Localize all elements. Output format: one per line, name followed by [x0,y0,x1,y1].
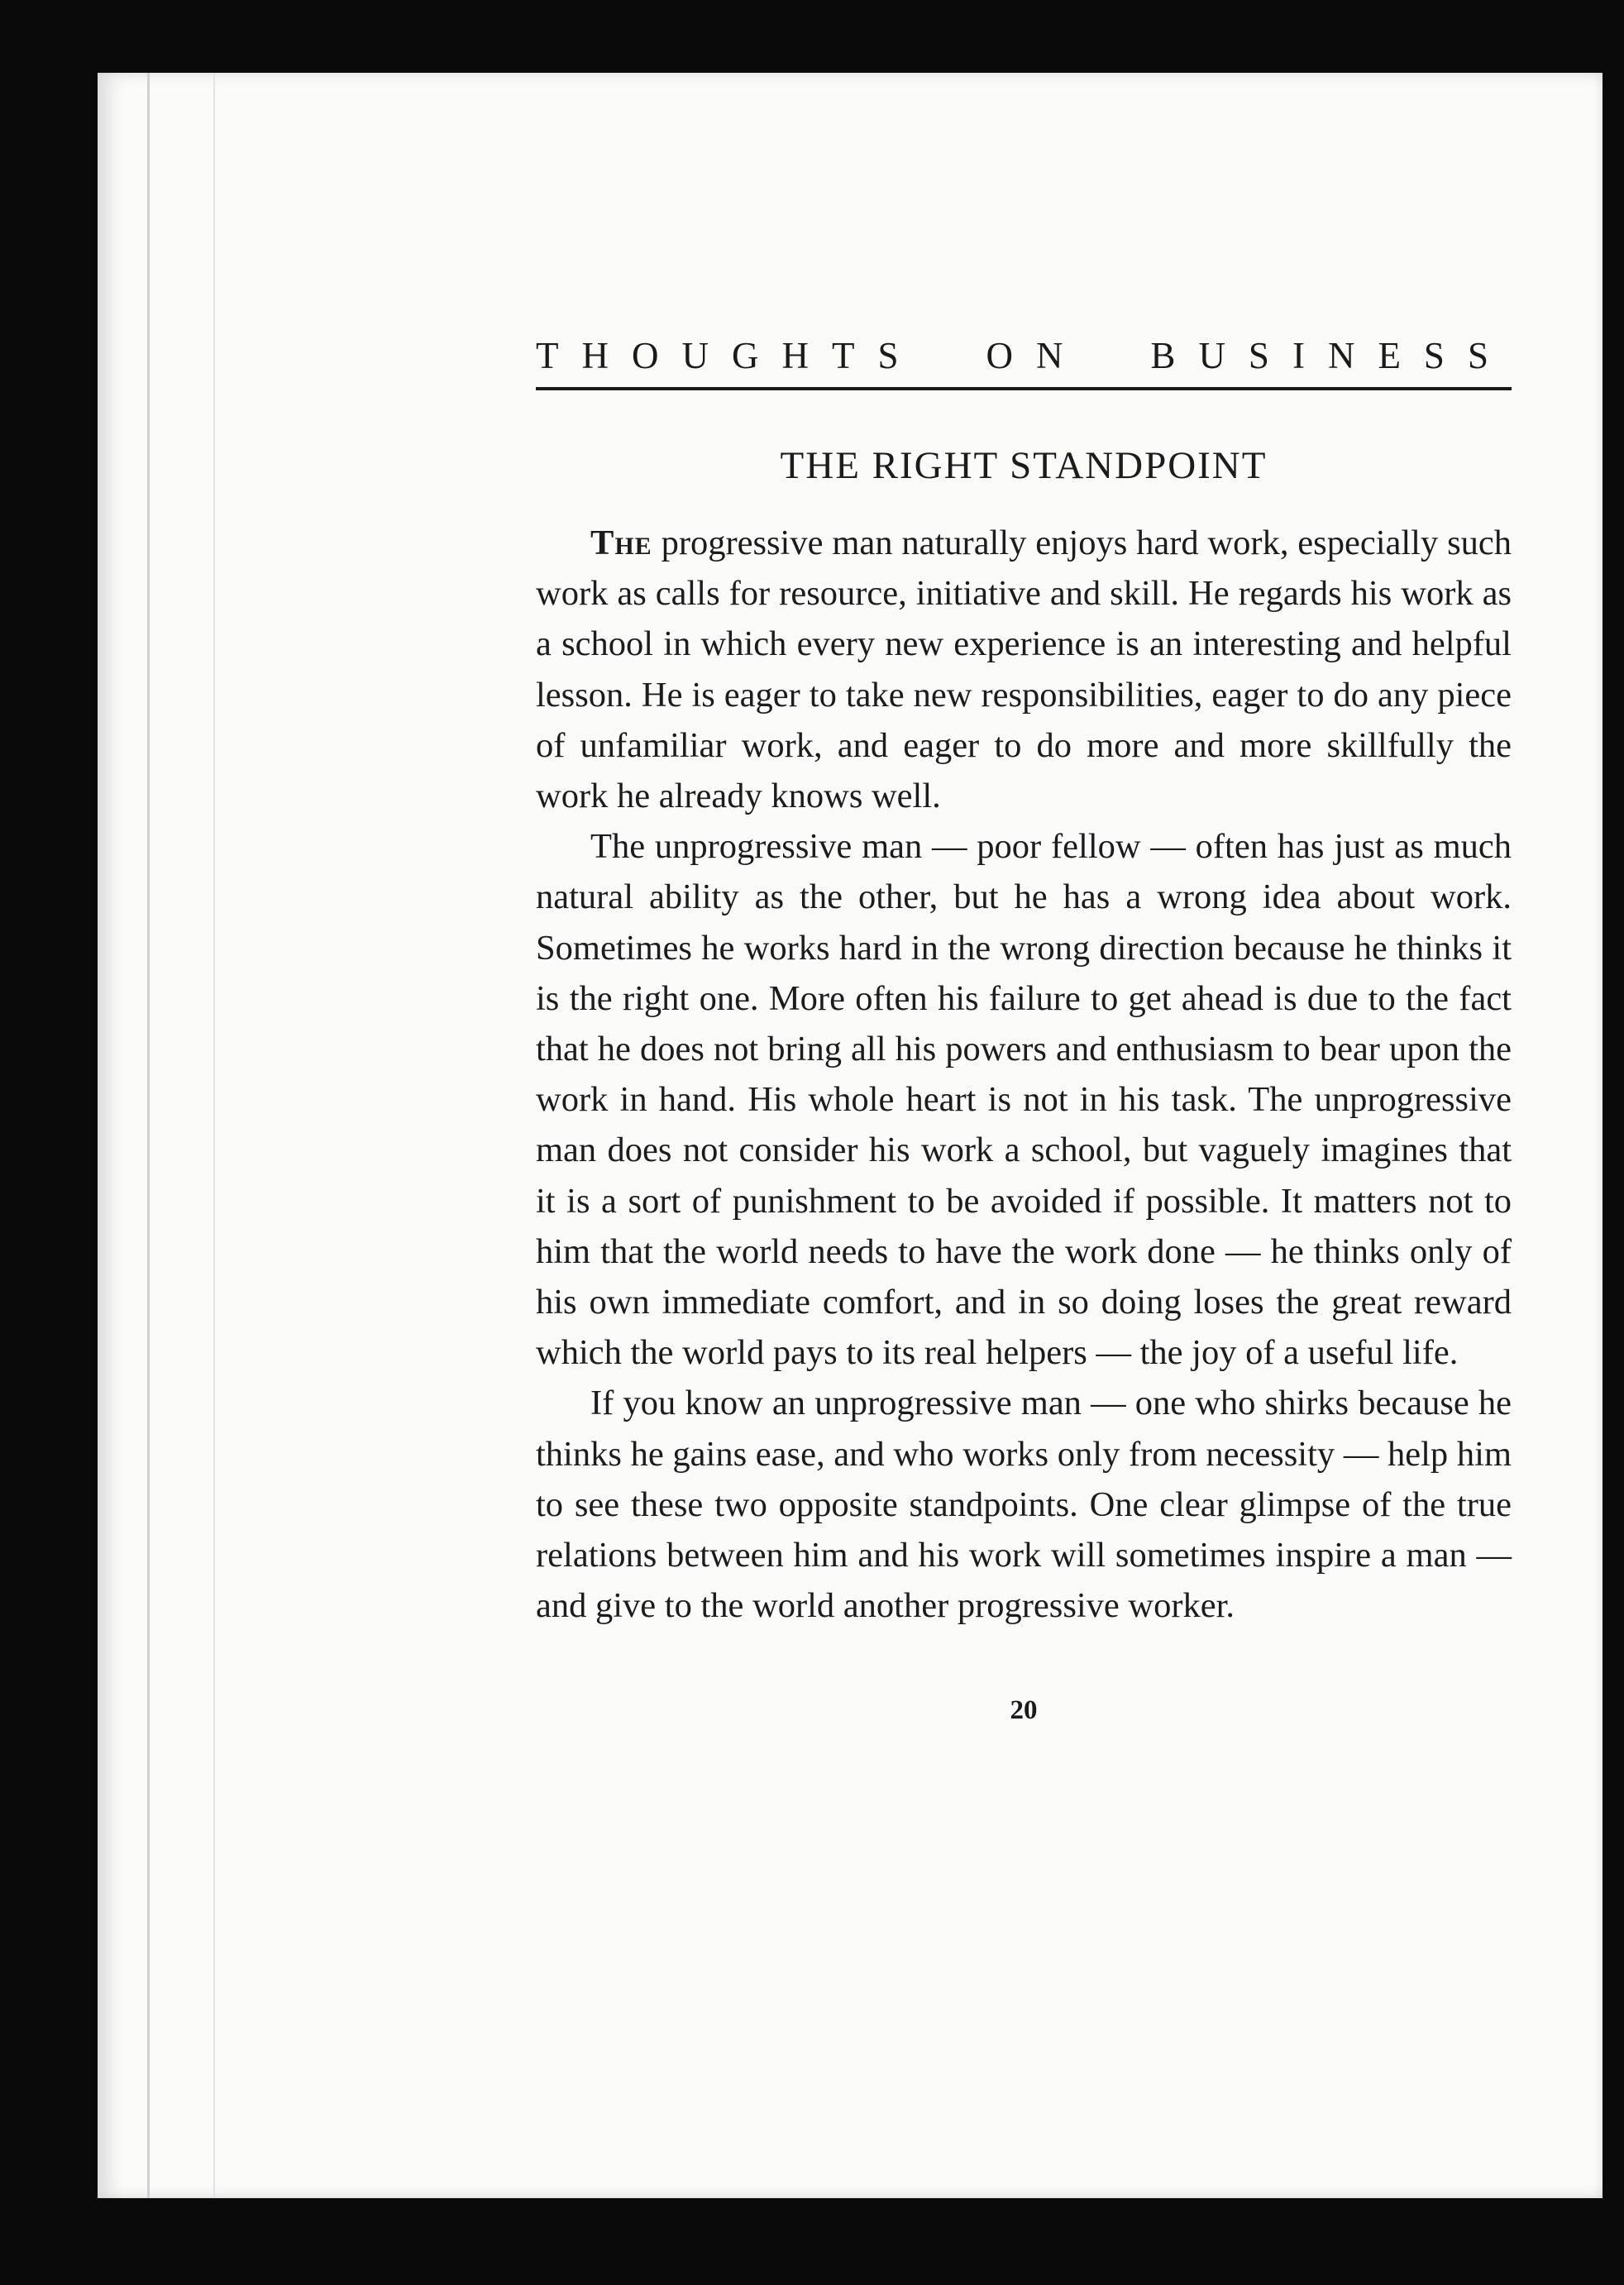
paragraph-2: The unprogressive man — poor fellow — often has just as much natural ability as the other, but he has a wrong idea about work. Sometimes he works hard in the wrong direction because he thinks it is the right one. More often his failure to get ahead is due to the fact that he does not bring all his powers and enthusiasm to bear upon the work in hand. His whole heart is not in his task. The unprogressive man does not consider his work a school, but vaguely imagines that it is a sort of punishment to be avoided if possible. It matters not to him that the world needs to have the work done — he thinks only of his own immediate comfort, and in so doing loses the great reward which the world pays to its real helpers — the joy of a useful life. [536,827,1512,1373]
paragraph-lead-word: The [590,523,652,562]
paragraph-3: If you know an unprogressive man — one who shirks because he thinks he gains ease, and who works only from necessity — help him to see these two opposite standpoints. One clear glimpse of the true relations between him and his work will sometimes inspire a man — and give to the world another progressive worker. [536,1384,1512,1626]
binding-edge-line [147,73,150,2198]
section-title: THE RIGHT STANDPOINT [780,444,1268,487]
binding-edge-line-inner [213,73,215,2198]
running-head [536,263,1512,390]
book-page [98,73,1603,2198]
paragraph-1-text: progressive man naturally enjoys hard work, especially such work as calls for resource, initiative and skill. He regards his work as a school in which every new experience is an interesting and helpful lesson. He is eager to take new responsibilities, eager to do any piece of unfamiliar work, and eager to do more and more skillfully the work he already knows well. [536,523,1512,816]
running-head-text: THOUGHTS ON BUSINESS [536,335,1512,376]
text-block [536,263,1512,1726]
page-number: 20 [1010,1695,1038,1726]
paragraph-1 [536,518,1512,821]
